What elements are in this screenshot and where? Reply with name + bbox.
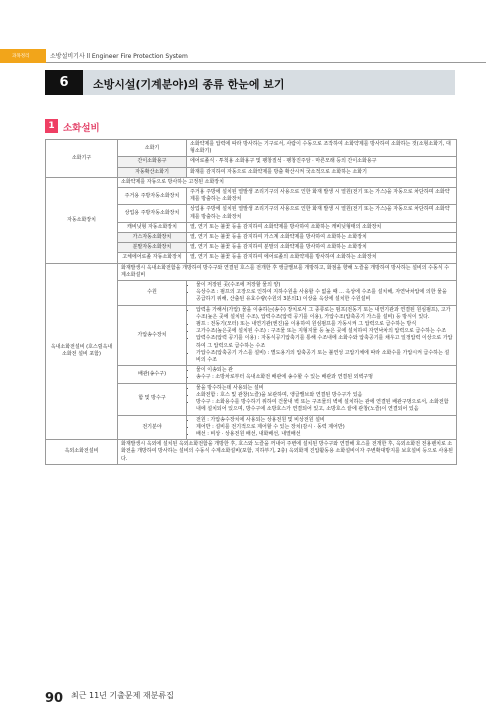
list-item: • 가압수조(압축공기 가스를 설비) : 별도용기의 압축공기 또는 불연성 고압기체에 따라 소화수를 가압시켜 급수하는 설비의 수조 bbox=[196, 350, 453, 364]
item-cell: 가압송수장치 bbox=[118, 305, 187, 366]
description-cell bbox=[187, 366, 457, 383]
item-cell: 가스자동소화장치 bbox=[118, 233, 187, 243]
item-cell: 주거용 주방자동소화장치 bbox=[118, 188, 187, 205]
category-cell: 옥내소화전설비 (호스릴옥내소화전 설비 포함) bbox=[46, 263, 118, 439]
list-item: • 물을 방수하는데 사용되는 설비 bbox=[196, 385, 453, 392]
page-footer bbox=[45, 687, 174, 706]
description-cell: 열, 연기 또는 불꽃 등을 감지하여 에어로졸의 소화약제를 방사하여 소화하는 소화장치 bbox=[187, 253, 457, 263]
list-item: • 방수구 : 소화용수를 방수하기 위하여 건물내 벽 또는 구조물의 벽에 설치하는 관에 연결된 배관구멍으로서, 소화전함 내에 설치되어 있으며, 방수구에 소방호스가 연결되어 있고, 소방호스 끝에 관창(노즐)이 연결되어 있음 bbox=[196, 399, 453, 413]
item-cell: 자동확산소화기 bbox=[118, 167, 187, 177]
list-item: • 제어반 : 설비를 전기적으로 제어할 수 있는 장치(감시 · 동력 제어반) bbox=[196, 424, 453, 431]
category-cell: 자동소화장치 bbox=[46, 177, 118, 263]
list-item: • 압력수조(압력 공기를 이용) : 자동식공기압축기를 통해 수조내에 소화수와 압축공기를 채우고 일정압력 이상으로 가압하여 그 압력으로 급수하는 수조 bbox=[196, 335, 453, 349]
header-rule bbox=[46, 62, 486, 63]
category-cell: 옥외소화전설비 bbox=[46, 440, 118, 465]
bullet-list bbox=[190, 307, 453, 365]
description-cell bbox=[187, 305, 457, 366]
category-cell: 소화기구 bbox=[46, 140, 118, 178]
description-cell: 소화약제를 압력에 따라 방사하는 기구로서, 사람이 수동으로 조작하여 소화약제를 방사하여 소화하는 것(소형소화기, 대형소화기) bbox=[187, 140, 457, 157]
bullet-list bbox=[190, 282, 453, 304]
list-item: • 옥상수조 : 펌프의 고장으로 인하여 지하수원을 사용할 수 없을 때 ... 옥상에 수조를 설치해, 자연낙차압에 의한 물을 공급하기 위해, 산출된 유효수량(수원의 3분의1) 이상을 옥상에 설치한 수원설비 bbox=[196, 289, 453, 303]
item-cell: 소화기 bbox=[118, 140, 187, 157]
table-row bbox=[46, 140, 457, 157]
section-banner bbox=[45, 70, 455, 95]
header-tab bbox=[0, 49, 46, 63]
item-cell: 간이소화용구 bbox=[118, 157, 187, 167]
table-row bbox=[46, 440, 457, 465]
description-cell: 상업용 주방에 설치된 열발생 조리기구의 사용으로 인한 화재 발생 시 열원(전기 또는 가스)을 자동으로 차단하며 소화약제를 방출하는 소화장치 bbox=[187, 205, 457, 222]
bullet-list bbox=[190, 417, 453, 439]
description-cell: 화재발생시 옥내소화전함을 개방하여 방수구와 연결된 호스를 전개한 후 앵글밸브를 개방하고, 화점을 향해 노즐을 개방하여 방사하는 설비의 수동식 수계소화설비 bbox=[118, 263, 457, 280]
description-cell: 화재를 감지하여 자동으로 소화약제를 방출 확산시켜 국소적으로 소화하는 소화기 bbox=[187, 167, 457, 177]
item-cell: 배관(송수구) bbox=[118, 366, 187, 383]
description-cell: 열, 연기 또는 불꽃 등을 감지하여 가스계 소화약제를 방사하여 소화하는 소화장치 bbox=[187, 233, 457, 243]
page-header bbox=[0, 49, 500, 63]
description-cell bbox=[187, 415, 457, 440]
section-number: 6 bbox=[45, 70, 83, 95]
list-item: • 물이 이송되는 관 bbox=[196, 367, 453, 374]
description-cell bbox=[187, 281, 457, 306]
item-cell: 함 및 방수구 bbox=[118, 383, 187, 415]
list-item: • 펌프 : 전동기(모터) 또는 내연기관(엔진)을 이용하여 원심펌프를 가동시켜 그 압력으로 급수하는 방식 bbox=[196, 321, 453, 328]
list-item: • 전원 : 가압송수장치에 사용되는 상용전원 및 비상전원 설비 bbox=[196, 417, 453, 424]
item-cell: 고체에어로졸 자동소화장치 bbox=[118, 253, 187, 263]
subsection-title: 소화설비 bbox=[63, 123, 100, 134]
item-cell: 전기분야 bbox=[118, 415, 187, 440]
list-item: • 고가수조(높은곳에 설치된 수조) : 구조물 또는 지형지물 등 높은 곳에 설치하여 자연낙차의 압력으로 급수하는 수조 bbox=[196, 328, 453, 335]
item-cell: 상업용 주방자동소화장치 bbox=[118, 205, 187, 222]
description-cell: 주거용 주방에 설치된 열발생 조리기구의 사용으로 인한 화재 발생 시 열원(전기 또는 가스)을 자동으로 차단하며 소화약제를 방출하는 소화장치 bbox=[187, 188, 457, 205]
description-cell: 에어로졸식 · 투척용 소화용구 및 팽창질석 · 팽창진주암 · 마른모래 등의 간이소화용구 bbox=[187, 157, 457, 167]
bullet-list bbox=[190, 385, 453, 414]
footer-title: 최근 11년 기출문제 재분류집 bbox=[71, 691, 174, 700]
description-cell: 화재발생시 옥외에 설치된 옥외소화전함을 개방한 후, 호스와 노즐을 꺼내어 주변에 설치된 방수구와 연결해 호스를 전개한 후, 옥외소화전 전용렌치로 소화전을 개방하여 방사하는 설비의 수동식 수계소화설비(포함, 지하부기, 2층) 옥외화재 진압활동용 소화설비이자 주변확대방지를 보호설비 등으로 사용된다. bbox=[118, 440, 457, 465]
description-cell: 열, 연기 또는 불꽃 등을 감지하여 소화약제를 방사하여 소화하는 캐비닛형태의 소화장치 bbox=[187, 222, 457, 232]
list-item: • 소화전함 : 호스 및 관창(노즐)을 보관하며, 앵글밸브와 연결된 방수구가 있음 bbox=[196, 392, 453, 399]
table-row bbox=[46, 177, 457, 187]
description-cell: 소화약제를 자동으로 방사하는 고정된 소화장치 bbox=[118, 177, 457, 187]
list-item: • 송수구 : 소방차로부터 옥내소화전 배관에 송수할 수 있는 배관과 연결된 외벽구멍 bbox=[196, 374, 453, 381]
header-tab-label: 과목정리 bbox=[12, 54, 30, 59]
page-number: 90 bbox=[45, 691, 64, 706]
list-item: • 물이 저장된 곳(수조에 저장할 물의 양) bbox=[196, 282, 453, 289]
item-cell: 분말자동소화장치 bbox=[118, 243, 187, 253]
description-cell bbox=[187, 383, 457, 415]
fire-equipment-table bbox=[45, 139, 457, 465]
bullet-list bbox=[190, 367, 453, 381]
description-cell: 열, 연기 또는 불꽃 등을 감지하여 분말의 소화약제를 방사하여 소화하는 소화장치 bbox=[187, 243, 457, 253]
section-title: 소방시설(기계분야)의 종류 한눈에 보기 bbox=[93, 78, 285, 91]
list-item: • 압력을 가해서(가압) 물을 이송하는(송수) 장치로서 그 종류로는 펌프(전동기 또는 내연기관과 연결된 원심펌프), 고가수조(높은 곳에 설치된 수조), 압력수조(압력 공기를 이용), 가압수조(압축공기 가스를 설비) 등 방식이 있다. bbox=[196, 307, 453, 321]
subsection-number: 1 bbox=[45, 119, 58, 133]
item-cell: 수원 bbox=[118, 281, 187, 306]
header-title: 소방설비기사 ll Engineer Fire Protection System bbox=[50, 53, 188, 60]
list-item: • 배선 : 비상 · 상용전원 배선, 내화배선, 내열배선 bbox=[196, 431, 453, 438]
table-row bbox=[46, 263, 457, 280]
item-cell: 캐비닛형 자동소화장치 bbox=[118, 222, 187, 232]
